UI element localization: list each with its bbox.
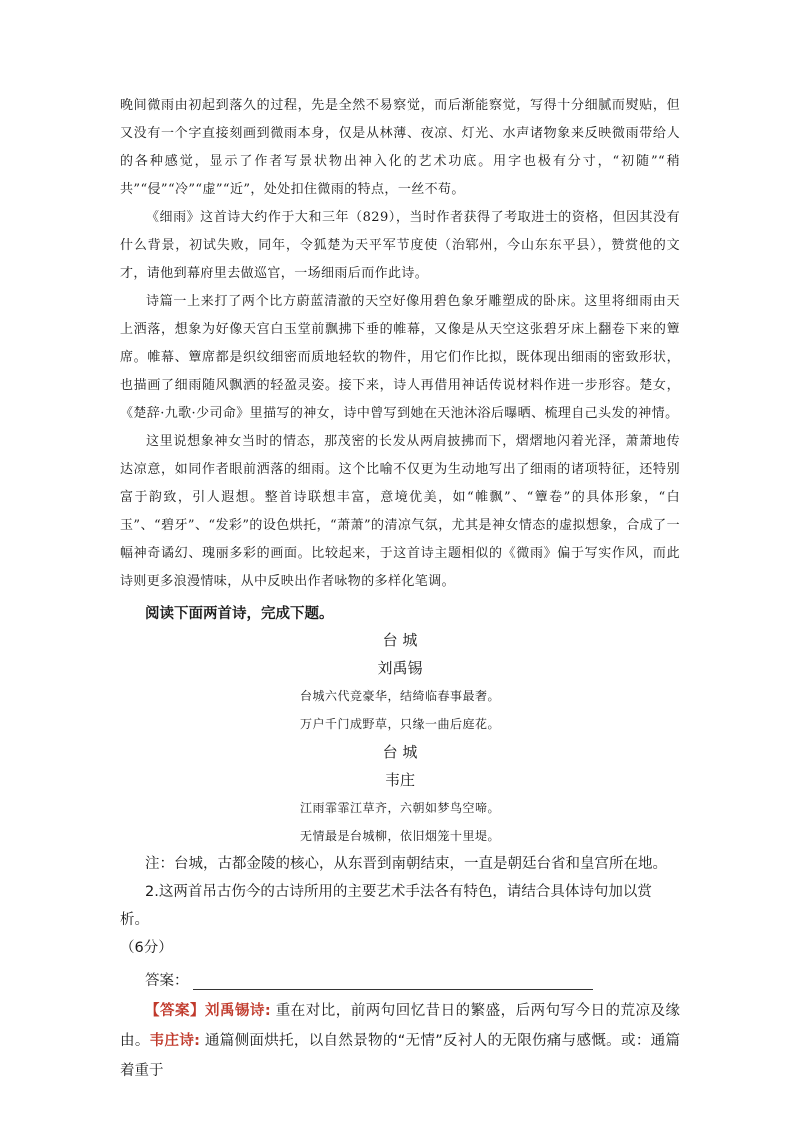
poem-line: 万户千门成野草，只缘一曲后庭花。 — [299, 717, 500, 731]
answer-part2-text: 通篇侧面烘托，以自然景物的“无情”反衬人的无限伤痛与感慨。或：通篇着重于 — [120, 1033, 680, 1079]
poem-1 — [120, 626, 680, 738]
question-text: 2.这两首吊古伤今的古诗所用的主要艺术手法各有特色，请结合具体诗句加以赏析。 — [120, 884, 652, 928]
poem-title: 台 城 — [382, 631, 418, 649]
poem-title: 台 城 — [382, 743, 418, 761]
poem-line: 无情最是台城柳，依旧烟笼十里堤。 — [299, 829, 500, 843]
answer-label: 答案： — [145, 973, 189, 989]
poem-author: 刘禹锡 — [377, 659, 423, 677]
section-heading: 阅读下面两首诗，完成下题。 — [145, 606, 334, 622]
answer-part1-label: 刘禹锡诗: — [204, 1003, 271, 1019]
paragraph-3: 诗篇一上来打了两个比方蔚蓝清澈的天空好像用碧色象牙雕塑成的卧床。这里将细雨由天上洒落，想象为好像天宫白玉堂前飘拂下垂的帷幕，又像是从天空这张碧牙床上翻卷下来的簟席。帷幕、簟席都是织纹细密而质地轻软的物件，用它们作比拟，既体现出细雨的密致形状，也描画了细雨随风飘洒的轻盈灵姿。接下来，诗人再借用神话传说材料作进一步形容。楚女，《楚辞·九歌·少司命》里描写的神女，诗中曾写到她在天池沐浴后曝晒、梳理自己头发的神情。 — [120, 294, 680, 421]
answer-part2-label: 韦庄诗: — [149, 1033, 200, 1049]
poem-2 — [120, 738, 680, 850]
poem-line: 台城六代竞豪华，结绮临春事最奢。 — [299, 689, 500, 703]
paragraph-2: 《细雨》这首诗大约作于大和三年（829），当时作者获得了考取进士的资格，但因其没有什么背景，初试失败，同年，令狐楚为天平军节度使（治郓州，今山东东平县），赞赏他的文才，请他到幕府里去做巡官，一场细雨后而作此诗。 — [120, 210, 680, 281]
document-page — [120, 92, 680, 1086]
paragraph-4: 这里说想象神女当时的情态，那茂密的长发从两肩披拂而下，熠熠地闪着光泽，萧萧地传达凉意，如同作者眼前洒落的细雨。这个比喻不仅更为生动地写出了细雨的诸项特征，还特别富于韵致，引人遐想。整首诗联想丰富，意境优美，如“帷飘”、“簟卷”的具体形象，“白玉”、“碧牙”、“发彩”的设色烘托，“萧萧”的清凉气氛，尤其是神女情态的虚拟想象，合成了一幅神奇谲幻、瑰丽多彩的画面。比较起来，于这首诗主题相似的《微雨》偏于写实作风，而此诗则更多浪漫情味，从中反映出作者咏物的多样化笔调。 — [120, 434, 680, 589]
poem-note: 注：台城，古都金陵的核心，从东晋到南朝结束，一直是朝廷台省和皇宫所在地。 — [145, 856, 667, 872]
poem-author: 韦庄 — [384, 771, 415, 789]
question-score: （6分） — [120, 940, 173, 956]
answer-text — [120, 996, 680, 1086]
poem-line: 江雨霏霏江草齐，六朝如梦鸟空啼。 — [299, 801, 500, 815]
answer-part1-text: 重在对比，前两句回忆昔日的繁盛，后两句写今日的荒凉及缘由。 — [120, 1003, 680, 1049]
paragraph-1: 晚间微雨由初起到落久的过程，先是全然不易察觉，而后渐能察觉，写得十分细腻而熨贴，但又没有一个字直接刻画到微雨本身，仅是从林薄、夜凉、灯光、水声诸物象来反映微雨带给人的各种感觉，显示了作者写景状物出神入化的艺术功底。用字也极有分寸，“初随”“稍共”“侵”“冷”“虚”“近”，处处扣住微雨的特点，一丝不苟。 — [120, 98, 680, 197]
answer-tag: 【答案】 — [145, 1003, 205, 1019]
answer-blank-line[interactable] — [193, 971, 593, 990]
answer-blank-row — [145, 964, 680, 990]
